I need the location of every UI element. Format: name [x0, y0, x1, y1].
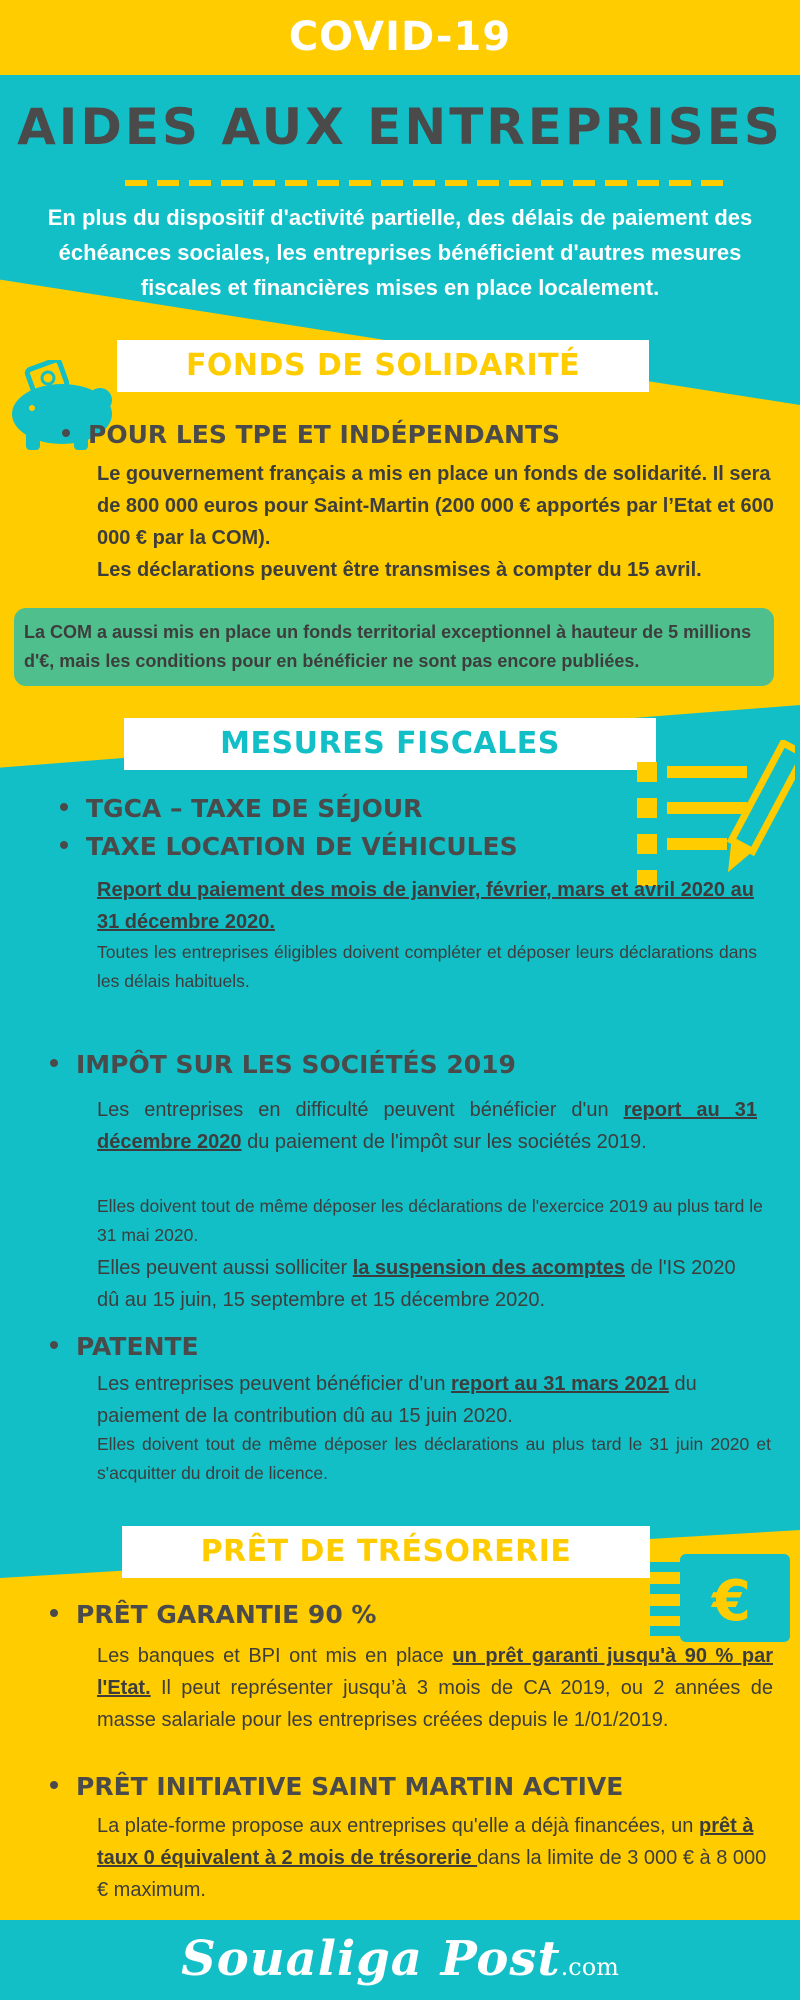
patente-text-a: Les entreprises peuvent bénéficier d'un — [97, 1373, 452, 1395]
page-title: AIDES AUX ENTREPRISES — [17, 98, 783, 156]
pret2-text-a: La plate-forme propose aux entreprises qu'elle a déjà financées, un — [97, 1815, 699, 1837]
is-text-highlight: report au 31 décembre 2020 — [97, 1099, 758, 1153]
svg-text:€: € — [712, 1569, 751, 1634]
territorial-fund-note: La COM a aussi mis en place un fonds territorial exceptionnel à hauteur de 5 millions d'€, mais les conditions pour en bénéficier ne sont pas encore publiées. — [14, 608, 774, 686]
bullet-dot — [60, 803, 68, 811]
is-text — [97, 1094, 757, 1158]
bullet-dot — [50, 1781, 58, 1789]
bullet-patente — [50, 1332, 199, 1361]
bullet-is — [50, 1050, 516, 1079]
is-note: Elles doivent tout de même déposer les déclarations de l'exercice 2019 au plus tard le 31 mai 2020. — [97, 1196, 763, 1245]
footer-brand-logo: Soualiga Post — [181, 1931, 561, 1987]
patente-text — [97, 1368, 777, 1432]
is-text-a: Les entreprises en difficulté peuvent bénéficier d'un — [97, 1099, 624, 1121]
bullet-dot — [62, 429, 70, 437]
pret-text-b: Il peut représenter jusqu’à 3 mois de CA 2019, ou 2 années de masse salariale pour les entreprises créées depuis le 1/01/2019. — [97, 1677, 773, 1731]
is-text2-a: Elles peuvent aussi solliciter — [97, 1257, 353, 1279]
bullet-label: IMPÔT SUR LES SOCIÉTÉS 2019 — [76, 1050, 516, 1079]
header-title: COVID-19 — [288, 14, 512, 60]
bullet-label: PRÊT GARANTIE 90 % — [76, 1600, 377, 1629]
bullet-label: TGCA – TAXE DE SÉJOUR — [86, 794, 423, 823]
bullet-label: PATENTE — [76, 1332, 199, 1361]
euro-banknote-icon — [650, 1548, 800, 1648]
patente-note: Elles doivent tout de même déposer les déclarations au plus tard le 31 juin 2020 et s'acquitter du droit de licence. — [97, 1434, 771, 1483]
intro-text: En plus du dispositif d'activité partielle, des délais de paiement des échéances sociales, les entreprises bénéficient d'autres mesures fiscales et financières mises en place localement. — [47, 205, 753, 300]
bullet-dot — [50, 1059, 58, 1067]
bullet-dot — [50, 1341, 58, 1349]
header-bar — [0, 0, 800, 75]
pret-text-a: Les banques et BPI ont mis en place — [97, 1645, 453, 1667]
section-title-fonds: FONDS DE SOLIDARITÉ — [117, 340, 649, 392]
bullet-pret-garantie — [50, 1600, 376, 1629]
section-title-tresorerie: PRÊT DE TRÉSORERIE — [122, 1526, 650, 1578]
patente-text-b: du paiement de la contribution dû au 15 juin 2020. — [97, 1373, 697, 1427]
pret-garantie-text — [97, 1640, 773, 1736]
bullet-label: TAXE LOCATION DE VÉHICULES — [86, 832, 518, 861]
bullet-dot — [60, 841, 68, 849]
pret2-text-highlight: prêt à taux 0 équivalent à 2 mois de trésorerie — [97, 1815, 754, 1869]
footer-brand-suffix: .com — [560, 1953, 619, 1981]
section-title-fiscales: MESURES FISCALES — [124, 718, 656, 770]
is-text2-highlight: la suspension des acomptes — [352, 1257, 626, 1279]
bullet-pret-initiative — [50, 1772, 623, 1801]
is-text-2 — [97, 1252, 757, 1316]
footer — [0, 1920, 800, 2000]
fonds-text: Le gouvernement français a mis en place un fonds de solidarité. Il sera de 800 000 euros pour Saint-Martin (200 000 € apportés par l’Etat et 600 000 € par la COM). — [97, 463, 774, 549]
fonds-text-2: Les déclarations peuvent être transmises à compter du 15 avril. — [97, 559, 702, 581]
bullet-taxe-location — [60, 832, 518, 861]
report-note: Toutes les entreprises éligibles doivent compléter et déposer leurs déclarations dans les délais habituels. — [97, 942, 757, 991]
pret-text-highlight: un prêt garanti jusqu'à 90 % par l'Etat. — [97, 1645, 773, 1699]
is-text2-b: de l'IS 2020 dû au 15 juin, 15 septembre et 15 décembre 2020. — [97, 1257, 736, 1311]
dashed-divider — [125, 180, 725, 186]
bullet-label: POUR LES TPE ET INDÉPENDANTS — [88, 420, 560, 449]
bullet-label: PRÊT INITIATIVE SAINT MARTIN ACTIVE — [76, 1772, 624, 1801]
bullet-dot — [50, 1609, 58, 1617]
is-text-b: du paiement de l'impôt sur les sociétés 2019. — [241, 1131, 647, 1153]
checklist-pencil-icon — [625, 740, 795, 890]
pret-initiative-text — [97, 1810, 777, 1906]
pret2-text-b: dans la limite de 3 000 € à 8 000 € maximum. — [97, 1847, 767, 1901]
bullet-tgca — [60, 794, 422, 823]
bullet-tpe — [62, 420, 560, 449]
report-text: Report du paiement des mois de janvier, février, mars et avril 2020 au 31 décembre 2020. — [97, 879, 754, 933]
patente-text-highlight: report au 31 mars 2021 — [451, 1373, 669, 1395]
